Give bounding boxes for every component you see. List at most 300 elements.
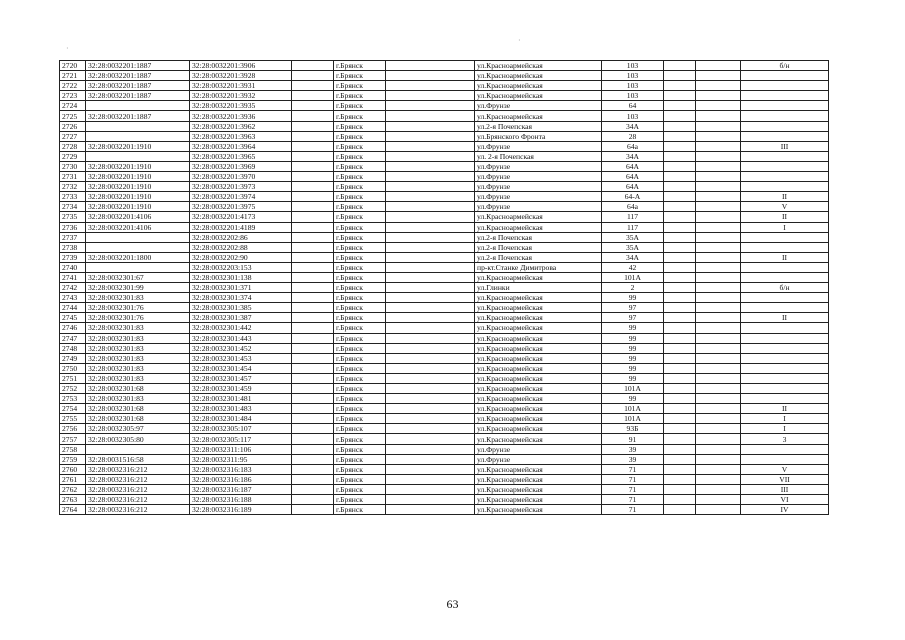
blank-cell <box>696 293 741 303</box>
blank-cell <box>664 212 696 222</box>
premises-number <box>741 323 829 333</box>
street: ул.Красноармейская <box>475 505 602 515</box>
table-row <box>60 414 829 424</box>
blank-cell <box>696 373 741 383</box>
blank-cell <box>696 272 741 282</box>
premises-number <box>741 272 829 282</box>
table-row <box>60 353 829 363</box>
parent-cadastral-number <box>86 232 190 242</box>
cadastral-number: 32:28:0032311:106 <box>190 444 292 454</box>
street: ул.Красноармейская <box>475 363 602 373</box>
blank-cell <box>386 262 475 272</box>
table-row <box>60 323 829 333</box>
blank-cell <box>696 262 741 272</box>
cadastral-number: 32:28:0032201:3906 <box>190 61 292 71</box>
house-number: 101А <box>602 414 664 424</box>
table-row <box>60 474 829 484</box>
blank-cell <box>696 131 741 141</box>
house-number: 103 <box>602 91 664 101</box>
city: г.Брянск <box>334 424 386 434</box>
cadastral-number: 32:28:0032301:452 <box>190 343 292 353</box>
parent-cadastral-number: 32:28:0032201:1910 <box>86 202 190 212</box>
house-number: 64-А <box>602 192 664 202</box>
cadastral-number: 32:28:0032301:443 <box>190 333 292 343</box>
table-row <box>60 384 829 394</box>
street: ул.Красноармейская <box>475 495 602 505</box>
table-row <box>60 394 829 404</box>
city: г.Брянск <box>334 111 386 121</box>
parent-cadastral-number: 32:28:0032301:83 <box>86 353 190 363</box>
premises-number <box>741 363 829 373</box>
blank-cell <box>696 172 741 182</box>
table-row <box>60 192 829 202</box>
row-number: 2759 <box>60 454 86 464</box>
blank-cell <box>292 192 334 202</box>
city: г.Брянск <box>334 505 386 515</box>
blank-cell <box>292 131 334 141</box>
parent-cadastral-number: 32:28:0032316:212 <box>86 464 190 474</box>
street: ул.Фрунзе <box>475 202 602 212</box>
blank-cell <box>292 151 334 161</box>
city: г.Брянск <box>334 121 386 131</box>
blank-cell <box>292 202 334 212</box>
blank-cell <box>292 182 334 192</box>
blank-cell <box>696 384 741 394</box>
row-number: 2741 <box>60 272 86 282</box>
city: г.Брянск <box>334 373 386 383</box>
blank-cell <box>664 454 696 464</box>
blank-cell <box>386 141 475 151</box>
blank-cell <box>386 182 475 192</box>
parent-cadastral-number: 32:28:0032305:80 <box>86 434 190 444</box>
street: ул.Красноармейская <box>475 434 602 444</box>
blank-cell <box>386 363 475 373</box>
cadastral-number: 32:28:0032202:88 <box>190 242 292 252</box>
blank-cell <box>292 464 334 474</box>
blank-cell <box>664 404 696 414</box>
house-number: 2 <box>602 283 664 293</box>
row-number: 2762 <box>60 484 86 494</box>
cadastral-number: 32:28:0032201:3932 <box>190 91 292 101</box>
street: ул.Фрунзе <box>475 444 602 454</box>
blank-cell <box>664 252 696 262</box>
blank-cell <box>292 333 334 343</box>
street: ул.Красноармейская <box>475 293 602 303</box>
table-row <box>60 212 829 222</box>
table-row <box>60 151 829 161</box>
blank-cell <box>292 384 334 394</box>
house-number: 71 <box>602 464 664 474</box>
row-number: 2748 <box>60 343 86 353</box>
blank-cell <box>292 444 334 454</box>
blank-cell <box>696 232 741 242</box>
blank-cell <box>292 101 334 111</box>
table-row <box>60 91 829 101</box>
blank-cell <box>386 283 475 293</box>
premises-number: I <box>741 424 829 434</box>
blank-cell <box>664 222 696 232</box>
city: г.Брянск <box>334 242 386 252</box>
table-row <box>60 232 829 242</box>
city: г.Брянск <box>334 61 386 71</box>
table-row <box>60 61 829 71</box>
street: ул.Красноармейская <box>475 323 602 333</box>
city: г.Брянск <box>334 303 386 313</box>
street: ул.Красноармейская <box>475 373 602 383</box>
blank-cell <box>664 202 696 212</box>
blank-cell <box>696 141 741 151</box>
blank-cell <box>696 323 741 333</box>
blank-cell <box>386 232 475 242</box>
blank-cell <box>696 434 741 444</box>
blank-cell <box>386 474 475 484</box>
blank-cell <box>696 505 741 515</box>
house-number: 103 <box>602 71 664 81</box>
house-number: 64А <box>602 172 664 182</box>
city: г.Брянск <box>334 283 386 293</box>
blank-cell <box>696 454 741 464</box>
blank-cell <box>664 505 696 515</box>
blank-cell <box>664 91 696 101</box>
premises-number: II <box>741 212 829 222</box>
house-number: 71 <box>602 495 664 505</box>
parent-cadastral-number: 32:28:0032301:68 <box>86 414 190 424</box>
blank-cell <box>386 293 475 303</box>
blank-cell <box>696 161 741 171</box>
house-number: 99 <box>602 333 664 343</box>
parent-cadastral-number: 32:28:0032201:1910 <box>86 182 190 192</box>
blank-cell <box>292 262 334 272</box>
house-number: 97 <box>602 303 664 313</box>
premises-number: II <box>741 192 829 202</box>
blank-cell <box>664 474 696 484</box>
parent-cadastral-number <box>86 242 190 252</box>
table-row <box>60 71 829 81</box>
house-number: 99 <box>602 394 664 404</box>
blank-cell <box>292 424 334 434</box>
table-row <box>60 404 829 414</box>
parent-cadastral-number: 32:28:0032301:83 <box>86 293 190 303</box>
blank-cell <box>292 91 334 101</box>
cadastral-number: 32:28:0032305:107 <box>190 424 292 434</box>
premises-number: II <box>741 252 829 262</box>
register-table <box>59 60 829 515</box>
blank-cell <box>386 404 475 414</box>
cadastral-number: 32:28:0032305:117 <box>190 434 292 444</box>
city: г.Брянск <box>334 151 386 161</box>
parent-cadastral-number <box>86 151 190 161</box>
blank-cell <box>664 182 696 192</box>
row-number: 2752 <box>60 384 86 394</box>
city: г.Брянск <box>334 192 386 202</box>
blank-cell <box>664 151 696 161</box>
cadastral-number: 32:28:0032201:3935 <box>190 101 292 111</box>
city: г.Брянск <box>334 343 386 353</box>
blank-cell <box>292 404 334 414</box>
street: ул.Фрунзе <box>475 192 602 202</box>
blank-cell <box>386 61 475 71</box>
street: ул.Красноармейская <box>475 61 602 71</box>
cadastral-number: 32:28:0032201:3969 <box>190 161 292 171</box>
blank-cell <box>386 81 475 91</box>
street: ул. 2-я Почепская <box>475 151 602 161</box>
row-number: 2735 <box>60 212 86 222</box>
row-number: 2738 <box>60 242 86 252</box>
parent-cadastral-number: 32:28:0032301:83 <box>86 343 190 353</box>
blank-cell <box>386 151 475 161</box>
blank-cell <box>696 313 741 323</box>
house-number: 34А <box>602 252 664 262</box>
row-number: 2732 <box>60 182 86 192</box>
parent-cadastral-number: 32:28:0032201:1887 <box>86 61 190 71</box>
blank-cell <box>292 272 334 282</box>
blank-cell <box>696 101 741 111</box>
premises-number: V <box>741 464 829 474</box>
cadastral-number: 32:28:0032301:481 <box>190 394 292 404</box>
premises-number <box>741 343 829 353</box>
city: г.Брянск <box>334 484 386 494</box>
house-number: 91 <box>602 434 664 444</box>
city: г.Брянск <box>334 444 386 454</box>
street: ул.Фрунзе <box>475 161 602 171</box>
parent-cadastral-number: 32:28:0032316:212 <box>86 474 190 484</box>
house-number: 93Б <box>602 424 664 434</box>
blank-cell <box>386 444 475 454</box>
row-number: 2754 <box>60 404 86 414</box>
cadastral-number: 32:28:0032201:3970 <box>190 172 292 182</box>
table-row <box>60 464 829 474</box>
table-row <box>60 252 829 262</box>
premises-number: б/н <box>741 61 829 71</box>
house-number: 103 <box>602 61 664 71</box>
blank-cell <box>664 131 696 141</box>
premises-number <box>741 384 829 394</box>
cadastral-number: 32:28:0032201:3931 <box>190 81 292 91</box>
street: ул.Красноармейская <box>475 91 602 101</box>
cadastral-number: 32:28:0032201:3928 <box>190 71 292 81</box>
row-number: 2727 <box>60 131 86 141</box>
blank-cell <box>696 464 741 474</box>
blank-cell <box>664 283 696 293</box>
parent-cadastral-number: 32:28:0032201:1800 <box>86 252 190 262</box>
blank-cell <box>664 242 696 252</box>
blank-cell <box>664 495 696 505</box>
blank-cell <box>696 121 741 131</box>
row-number: 2720 <box>60 61 86 71</box>
page-number: 63 <box>446 597 459 611</box>
parent-cadastral-number <box>86 444 190 454</box>
cadastral-number: 32:28:0032301:138 <box>190 272 292 282</box>
blank-cell <box>664 141 696 151</box>
house-number: 39 <box>602 454 664 464</box>
blank-cell <box>696 192 741 202</box>
street: ул.2-я Почепская <box>475 232 602 242</box>
city: г.Брянск <box>334 495 386 505</box>
row-number: 2731 <box>60 172 86 182</box>
street: ул.2-я Почепская <box>475 242 602 252</box>
cadastral-number: 32:28:0032201:3973 <box>190 182 292 192</box>
row-number: 2729 <box>60 151 86 161</box>
blank-cell <box>664 303 696 313</box>
table-row <box>60 141 829 151</box>
cadastral-number: 32:28:0032301:385 <box>190 303 292 313</box>
blank-cell <box>292 454 334 464</box>
blank-cell <box>292 121 334 131</box>
table-row <box>60 333 829 343</box>
blank-cell <box>386 484 475 494</box>
cadastral-number: 32:28:0032301:387 <box>190 313 292 323</box>
street: ул.Фрунзе <box>475 172 602 182</box>
blank-cell <box>292 495 334 505</box>
blank-cell <box>696 151 741 161</box>
parent-cadastral-number: 32:28:0032301:76 <box>86 303 190 313</box>
house-number: 99 <box>602 343 664 353</box>
city: г.Брянск <box>334 182 386 192</box>
premises-number <box>741 151 829 161</box>
cadastral-number: 32:28:0032316:183 <box>190 464 292 474</box>
row-number: 2722 <box>60 81 86 91</box>
blank-cell <box>386 353 475 363</box>
premises-number <box>741 353 829 363</box>
house-number: 99 <box>602 373 664 383</box>
street: ул.Красноармейская <box>475 333 602 343</box>
table-row <box>60 101 829 111</box>
city: г.Брянск <box>334 71 386 81</box>
blank-cell <box>292 373 334 383</box>
table-row <box>60 293 829 303</box>
table-row <box>60 283 829 293</box>
house-number: 71 <box>602 484 664 494</box>
row-number: 2745 <box>60 313 86 323</box>
table-row <box>60 363 829 373</box>
premises-number: III <box>741 484 829 494</box>
blank-cell <box>292 232 334 242</box>
blank-cell <box>386 373 475 383</box>
row-number: 2755 <box>60 414 86 424</box>
blank-cell <box>292 313 334 323</box>
street: ул.Красноармейская <box>475 303 602 313</box>
blank-cell <box>386 464 475 474</box>
premises-number <box>741 293 829 303</box>
blank-cell <box>696 484 741 494</box>
table-row <box>60 182 829 192</box>
street: ул.Красноармейская <box>475 272 602 282</box>
table-row <box>60 172 829 182</box>
blank-cell <box>292 172 334 182</box>
city: г.Брянск <box>334 172 386 182</box>
house-number: 99 <box>602 363 664 373</box>
blank-cell <box>292 111 334 121</box>
premises-number: б/н <box>741 283 829 293</box>
house-number: 64а <box>602 141 664 151</box>
blank-cell <box>664 353 696 363</box>
row-number: 2763 <box>60 495 86 505</box>
blank-cell <box>292 242 334 252</box>
blank-cell <box>696 424 741 434</box>
table-row <box>60 373 829 383</box>
blank-cell <box>386 414 475 424</box>
house-number: 64а <box>602 202 664 212</box>
blank-cell <box>664 101 696 111</box>
parent-cadastral-number: 32:28:0032201:4106 <box>86 222 190 232</box>
street: пр-кт.Станке Димитрова <box>475 262 602 272</box>
blank-cell <box>664 61 696 71</box>
table-row <box>60 272 829 282</box>
house-number: 71 <box>602 474 664 484</box>
blank-cell <box>696 444 741 454</box>
street: ул.2-я Почепская <box>475 252 602 262</box>
street: ул.Красноармейская <box>475 212 602 222</box>
city: г.Брянск <box>334 141 386 151</box>
city: г.Брянск <box>334 232 386 242</box>
blank-cell <box>292 394 334 404</box>
premises-number: I <box>741 414 829 424</box>
parent-cadastral-number: 32:28:0032316:212 <box>86 505 190 515</box>
cadastral-number: 32:28:0032201:4173 <box>190 212 292 222</box>
street: ул.Фрунзе <box>475 101 602 111</box>
blank-cell <box>696 394 741 404</box>
street: ул.Фрунзе <box>475 182 602 192</box>
blank-cell <box>386 394 475 404</box>
blank-cell <box>696 353 741 363</box>
street: ул.Красноармейская <box>475 343 602 353</box>
blank-cell <box>664 414 696 424</box>
cadastral-number: 32:28:0032316:189 <box>190 505 292 515</box>
house-number: 35А <box>602 232 664 242</box>
blank-cell <box>386 313 475 323</box>
table-row <box>60 131 829 141</box>
house-number: 42 <box>602 262 664 272</box>
premises-number: I <box>741 222 829 232</box>
blank-cell <box>386 505 475 515</box>
row-number: 2730 <box>60 161 86 171</box>
cadastral-number: 32:28:0032301:442 <box>190 323 292 333</box>
city: г.Брянск <box>334 474 386 484</box>
row-number: 2764 <box>60 505 86 515</box>
cadastral-number: 32:28:0032201:3974 <box>190 192 292 202</box>
row-number: 2744 <box>60 303 86 313</box>
city: г.Брянск <box>334 323 386 333</box>
blank-cell <box>386 222 475 232</box>
table-row <box>60 303 829 313</box>
house-number: 64А <box>602 182 664 192</box>
street: ул.Брянского Фронта <box>475 131 602 141</box>
street: ул.Красноармейская <box>475 424 602 434</box>
parent-cadastral-number: 32:28:0032201:1910 <box>86 172 190 182</box>
city: г.Брянск <box>334 384 386 394</box>
blank-cell <box>696 111 741 121</box>
table-row <box>60 313 829 323</box>
row-number: 2739 <box>60 252 86 262</box>
blank-cell <box>386 101 475 111</box>
cadastral-number: 32:28:0032301:374 <box>190 293 292 303</box>
blank-cell <box>664 161 696 171</box>
blank-cell <box>664 313 696 323</box>
cadastral-number: 32:28:0032201:3936 <box>190 111 292 121</box>
city: г.Брянск <box>334 363 386 373</box>
parent-cadastral-number: 32:28:0032201:1887 <box>86 111 190 121</box>
table-row <box>60 202 829 212</box>
blank-cell <box>696 81 741 91</box>
parent-cadastral-number <box>86 131 190 141</box>
street: ул.Красноармейская <box>475 313 602 323</box>
blank-cell <box>696 333 741 343</box>
house-number: 64А <box>602 161 664 171</box>
row-number: 2723 <box>60 91 86 101</box>
blank-cell <box>696 283 741 293</box>
house-number: 71 <box>602 505 664 515</box>
city: г.Брянск <box>334 91 386 101</box>
